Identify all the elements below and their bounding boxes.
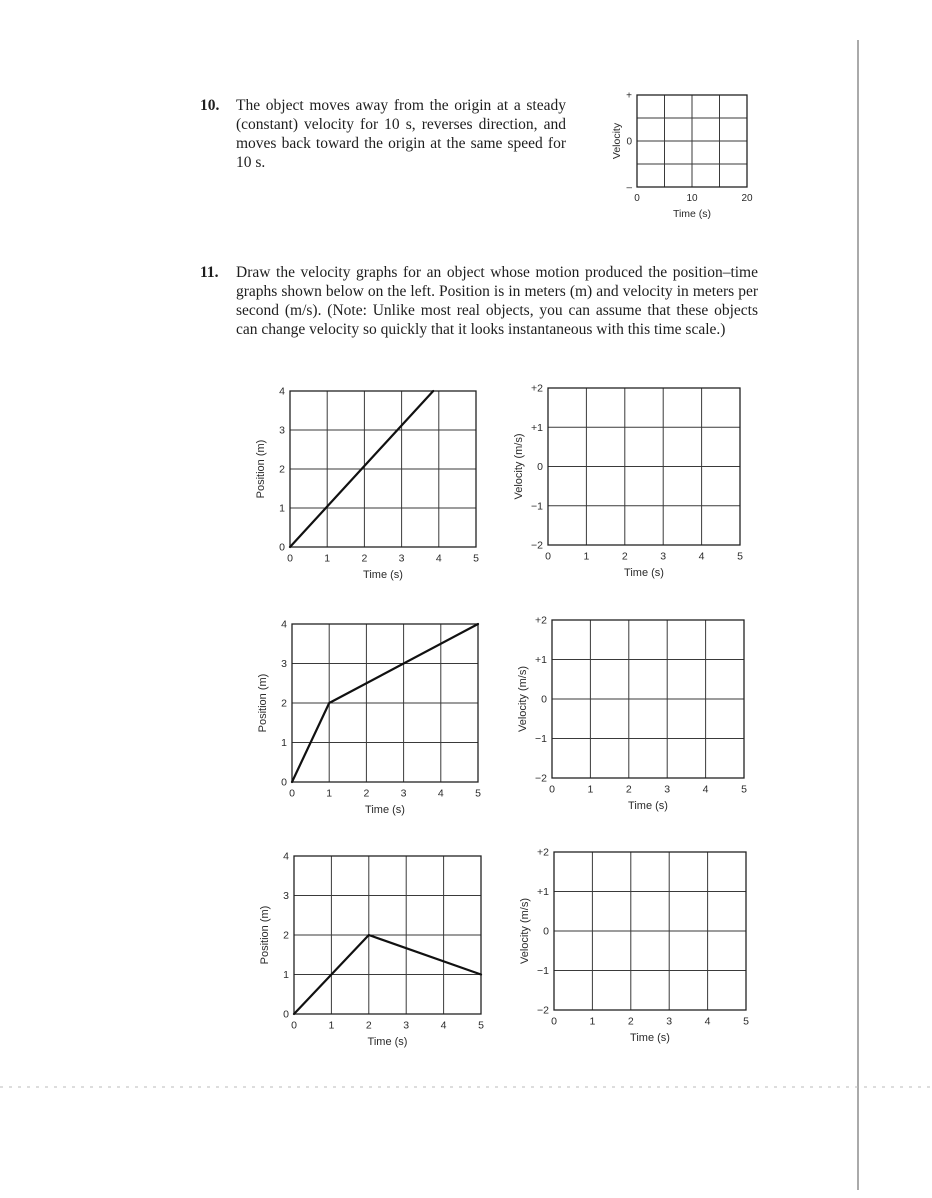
x-tick-label: 3 (403, 1019, 410, 1032)
y-tick-label: 1 (281, 737, 287, 750)
y-tick-label: 2 (279, 463, 285, 476)
y-tick-label: −1 (535, 733, 547, 746)
x-axis-label: Time (s) (630, 1032, 670, 1044)
x-tick-label: 0 (549, 783, 555, 796)
y-tick-label: 0 (283, 1008, 289, 1021)
x-axis-label: Time (s) (363, 569, 403, 581)
y-tick-label: −2 (537, 1004, 549, 1017)
y-tick-label: + (626, 90, 632, 102)
question-11-number: 11. (200, 264, 219, 281)
x-tick-label: 0 (545, 550, 551, 563)
x-tick-label: 1 (589, 1015, 596, 1028)
x-tick-label: 1 (587, 783, 594, 796)
chart-pos-3 (259, 851, 484, 1048)
x-tick-label: 2 (365, 1019, 372, 1032)
chart-vel-3 (519, 847, 749, 1044)
x-axis-label: Time (s) (367, 1036, 408, 1048)
y-tick-label: 4 (283, 850, 289, 863)
x-tick-label: 5 (475, 787, 481, 800)
x-axis-label: Time (s) (672, 208, 712, 220)
x-tick-label: 1 (583, 550, 590, 563)
x-tick-label: 2 (625, 783, 632, 796)
x-tick-label: 0 (287, 552, 293, 565)
y-tick-label: +2 (537, 846, 549, 859)
x-tick-label: 2 (627, 1015, 634, 1028)
x-tick-label: 2 (361, 552, 368, 565)
x-tick-label: 2 (363, 787, 370, 800)
y-tick-label: 0 (279, 541, 285, 554)
y-tick-label: 0 (537, 461, 543, 474)
y-tick-label: 0 (543, 925, 549, 938)
x-tick-label: 5 (737, 550, 743, 563)
y-tick-label: 0 (626, 136, 632, 148)
y-axis-label: Position (m) (257, 673, 269, 733)
y-tick-label: 1 (283, 969, 289, 982)
y-tick-label: −1 (537, 965, 549, 978)
x-tick-label: 1 (328, 1019, 335, 1032)
x-tick-label: 0 (289, 787, 295, 800)
x-tick-label: 3 (660, 550, 667, 563)
y-axis-label: Velocity (m/s) (517, 665, 529, 733)
y-tick-label: +2 (535, 614, 547, 627)
x-tick-label: 5 (478, 1019, 484, 1032)
y-tick-label: +2 (531, 382, 543, 395)
x-tick-label: 0 (291, 1019, 297, 1032)
y-axis-label: Position (m) (255, 439, 267, 499)
x-tick-label: 3 (398, 552, 405, 565)
x-tick-label: 4 (698, 550, 705, 563)
y-axis-label: Velocity (m/s) (513, 433, 525, 500)
x-tick-label: 5 (743, 1015, 749, 1028)
x-axis-label: Time (s) (624, 567, 664, 579)
y-tick-label: 3 (281, 658, 287, 671)
question-10-text: The object moves away from the origin at a steady (constant) velocity for 10 s, reverses direction, and moves back toward the origin at the same speed for 10 s. (236, 97, 566, 171)
chart-q10-velocity (611, 91, 753, 221)
x-tick-label: 0 (551, 1015, 557, 1028)
y-tick-label: +1 (531, 421, 543, 434)
y-tick-label: 1 (279, 502, 285, 515)
y-tick-label: 3 (279, 424, 285, 437)
x-tick-label: 20 (741, 193, 753, 204)
y-axis-label: Velocity (611, 122, 623, 160)
question-11-text: Draw the velocity graphs for an object whose motion produced the position–time graphs shown below on the left. Position is in meters (m) and velocity in meters per second (m/s). (Note: Unlike most real objects, you can assume that these objects can change velocity so quickly that it looks instantaneous with this time scale.) (236, 264, 758, 338)
x-tick-label: 1 (326, 787, 333, 800)
x-tick-label: 4 (437, 787, 444, 800)
x-tick-label: 3 (400, 787, 407, 800)
y-tick-label: 4 (281, 618, 287, 631)
x-tick-label: 4 (440, 1019, 447, 1032)
y-tick-label: −2 (531, 539, 543, 552)
x-axis-label: Time (s) (365, 804, 405, 816)
y-tick-label: – (626, 182, 632, 194)
x-tick-label: 5 (741, 783, 747, 796)
y-tick-label: 4 (279, 385, 285, 398)
y-tick-label: −1 (531, 500, 543, 513)
chart-pos-1 (255, 386, 479, 581)
question-10-number: 10. (200, 97, 220, 114)
y-axis-label: Velocity (m/s) (519, 897, 531, 965)
x-tick-label: 5 (473, 552, 479, 565)
y-axis-label: Position (m) (259, 905, 271, 965)
x-tick-label: 4 (435, 552, 442, 565)
chart-pos-2 (257, 619, 481, 816)
y-tick-label: +1 (537, 886, 549, 899)
x-tick-label: 0 (634, 193, 640, 204)
y-tick-label: 2 (281, 697, 287, 710)
y-tick-label: +1 (535, 654, 547, 667)
x-tick-label: 4 (704, 1015, 711, 1028)
x-tick-label: 3 (664, 783, 671, 796)
y-tick-label: 3 (283, 890, 289, 903)
x-tick-label: 10 (686, 193, 698, 204)
y-tick-label: 0 (541, 693, 547, 706)
y-tick-label: 0 (281, 776, 287, 789)
chart-vel-2 (517, 615, 747, 812)
x-axis-label: Time (s) (628, 800, 668, 812)
chart-vel-1 (513, 383, 743, 579)
x-tick-label: 4 (702, 783, 709, 796)
y-tick-label: 2 (283, 929, 289, 942)
x-tick-label: 2 (621, 550, 628, 563)
y-tick-label: −2 (535, 772, 547, 785)
x-tick-label: 3 (666, 1015, 673, 1028)
x-tick-label: 1 (324, 552, 331, 565)
